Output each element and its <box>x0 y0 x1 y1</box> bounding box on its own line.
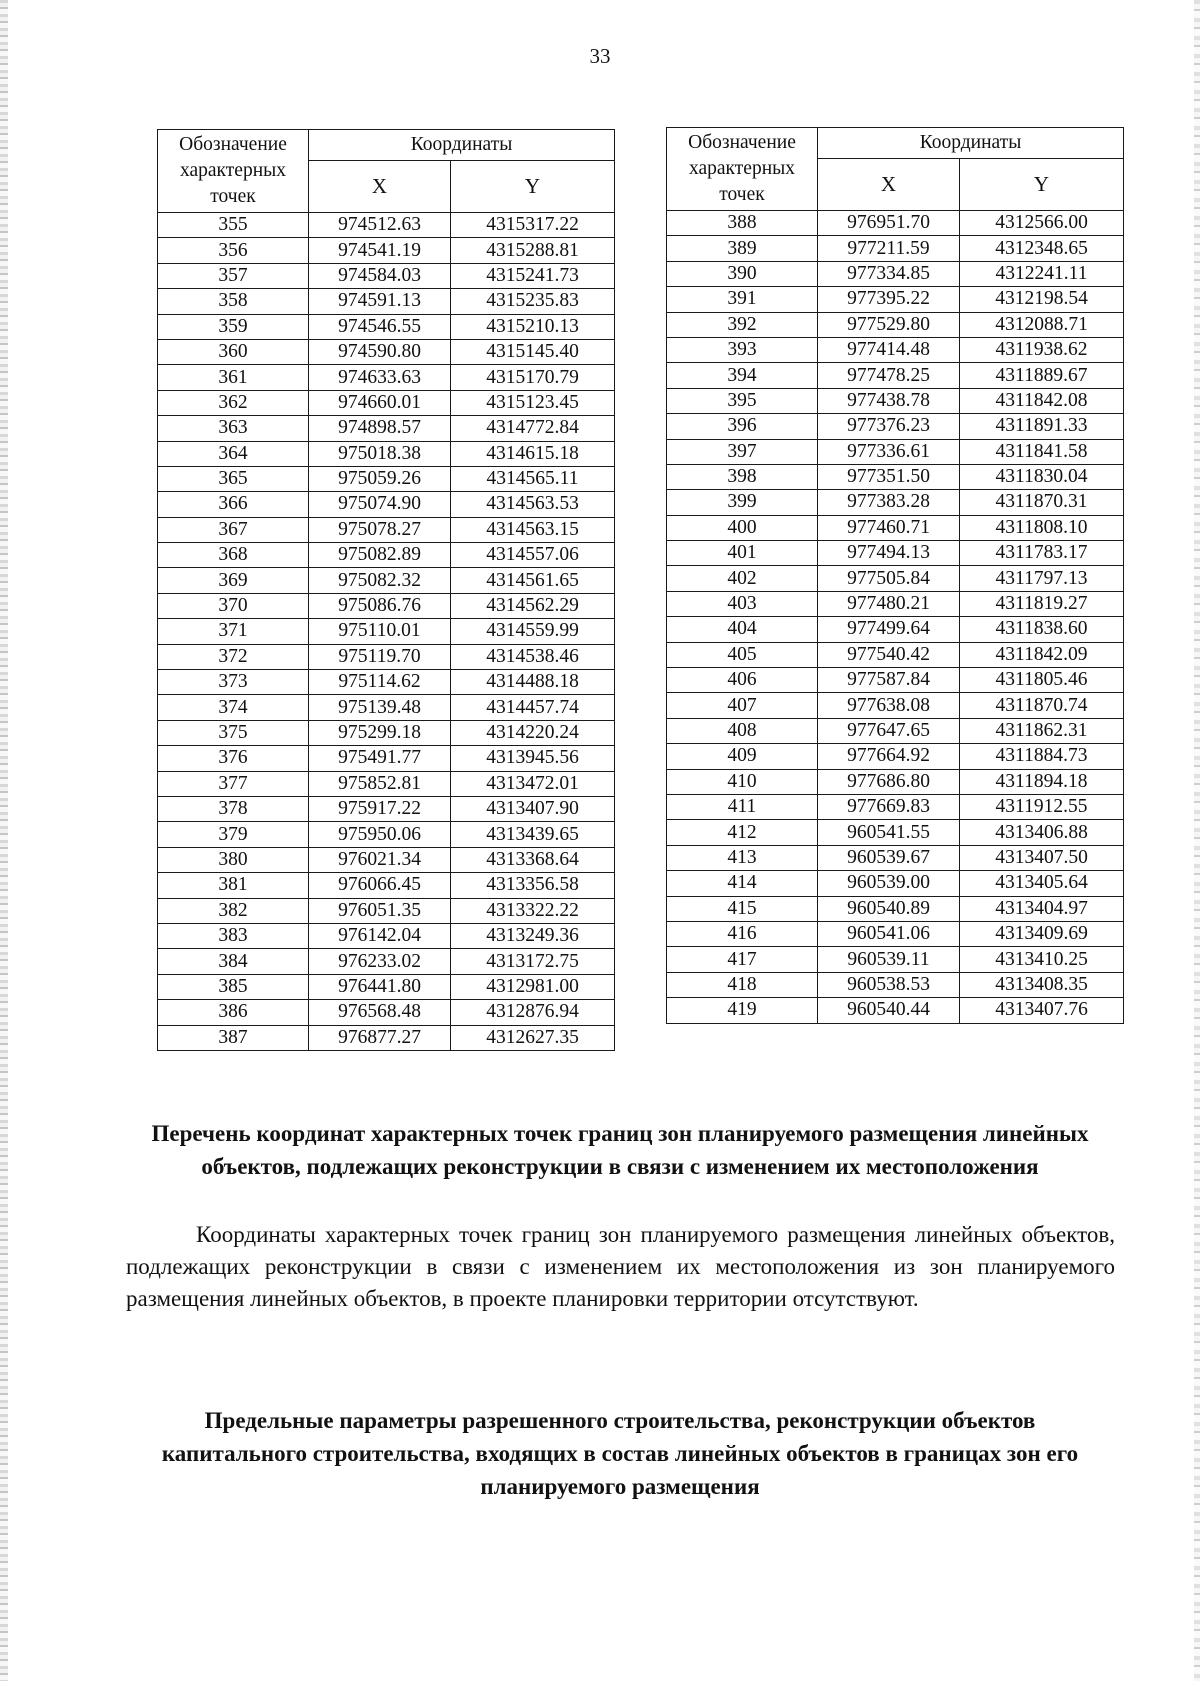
table-row <box>158 1025 615 1050</box>
point-number-cell: 373 <box>158 670 309 695</box>
y-coordinate-cell: 4315288.81 <box>451 238 615 263</box>
y-coordinate-cell: 4311870.74 <box>960 693 1124 718</box>
point-number-cell: 383 <box>158 923 309 948</box>
header-x: X <box>818 159 960 211</box>
y-coordinate-cell: 4314565.11 <box>451 466 615 491</box>
table-row <box>158 492 615 517</box>
table-row <box>667 236 1124 261</box>
table-row <box>158 923 615 948</box>
table-row <box>667 287 1124 312</box>
point-number-cell: 418 <box>667 972 818 997</box>
point-number-cell: 393 <box>667 337 818 362</box>
x-coordinate-cell: 977383.28 <box>818 490 960 515</box>
table-row <box>667 921 1124 946</box>
page-number: 33 <box>589 44 611 68</box>
y-coordinate-cell: 4313407.50 <box>960 845 1124 870</box>
table-row <box>158 339 615 364</box>
table-row <box>158 949 615 974</box>
table-right-body <box>667 211 1124 1024</box>
table-row <box>667 617 1124 642</box>
table-row <box>158 796 615 821</box>
y-coordinate-cell: 4311819.27 <box>960 591 1124 616</box>
y-coordinate-cell: 4311783.17 <box>960 541 1124 566</box>
point-number-cell: 374 <box>158 695 309 720</box>
y-coordinate-cell: 4311884.73 <box>960 744 1124 769</box>
x-coordinate-cell: 976233.02 <box>309 949 451 974</box>
point-number-cell: 389 <box>667 236 818 261</box>
table-row <box>158 1000 615 1025</box>
table-row <box>158 619 615 644</box>
x-coordinate-cell: 975082.89 <box>309 543 451 568</box>
point-number-cell: 405 <box>667 642 818 667</box>
point-number-cell: 382 <box>158 898 309 923</box>
table-row <box>158 543 615 568</box>
header-designation: Обозначение характерных точек <box>158 130 309 213</box>
table-row <box>158 441 615 466</box>
x-coordinate-cell: 960538.53 <box>818 972 960 997</box>
x-coordinate-cell: 977414.48 <box>818 337 960 362</box>
table-row <box>158 771 615 796</box>
point-number-cell: 381 <box>158 873 309 898</box>
y-coordinate-cell: 4311894.18 <box>960 769 1124 794</box>
table-row <box>158 568 615 593</box>
x-coordinate-cell: 977478.25 <box>818 363 960 388</box>
table-row <box>158 238 615 263</box>
y-coordinate-cell: 4311889.67 <box>960 363 1124 388</box>
scan-edge-left <box>0 0 8 1681</box>
y-coordinate-cell: 4312876.94 <box>451 1000 615 1025</box>
point-number-cell: 384 <box>158 949 309 974</box>
table-row <box>667 541 1124 566</box>
point-number-cell: 379 <box>158 822 309 847</box>
point-number-cell: 399 <box>667 490 818 515</box>
x-coordinate-cell: 974584.03 <box>309 263 451 288</box>
y-coordinate-cell: 4313322.22 <box>451 898 615 923</box>
point-number-cell: 362 <box>158 390 309 415</box>
y-coordinate-cell: 4312241.11 <box>960 261 1124 286</box>
y-coordinate-cell: 4314457.74 <box>451 695 615 720</box>
table-row <box>158 517 615 542</box>
table-row <box>158 213 615 238</box>
y-coordinate-cell: 4313408.35 <box>960 972 1124 997</box>
y-coordinate-cell: 4314538.46 <box>451 644 615 669</box>
point-number-cell: 419 <box>667 998 818 1023</box>
x-coordinate-cell: 975086.76 <box>309 593 451 618</box>
point-number-cell: 386 <box>158 1000 309 1025</box>
point-number-cell: 357 <box>158 263 309 288</box>
y-coordinate-cell: 4315210.13 <box>451 314 615 339</box>
point-number-cell: 391 <box>667 287 818 312</box>
y-coordinate-cell: 4315235.83 <box>451 289 615 314</box>
y-coordinate-cell: 4315145.40 <box>451 339 615 364</box>
table-row <box>667 820 1124 845</box>
table-row <box>667 744 1124 769</box>
table-row <box>667 312 1124 337</box>
x-coordinate-cell: 976066.45 <box>309 873 451 898</box>
point-number-cell: 368 <box>158 543 309 568</box>
table-row <box>158 644 615 669</box>
point-number-cell: 410 <box>667 769 818 794</box>
y-coordinate-cell: 4311862.31 <box>960 718 1124 743</box>
x-coordinate-cell: 977395.22 <box>818 287 960 312</box>
header-coordinates: Координаты <box>309 130 615 161</box>
x-coordinate-cell: 960539.67 <box>818 845 960 870</box>
x-coordinate-cell: 975018.38 <box>309 441 451 466</box>
x-coordinate-cell: 975491.77 <box>309 746 451 771</box>
y-coordinate-cell: 4311805.46 <box>960 668 1124 693</box>
table-row <box>667 896 1124 921</box>
table-row <box>158 974 615 999</box>
y-coordinate-cell: 4313405.64 <box>960 871 1124 896</box>
x-coordinate-cell: 975059.26 <box>309 466 451 491</box>
y-coordinate-cell: 4313249.36 <box>451 923 615 948</box>
point-number-cell: 358 <box>158 289 309 314</box>
x-coordinate-cell: 976877.27 <box>309 1025 451 1050</box>
x-coordinate-cell: 974590.80 <box>309 339 451 364</box>
point-number-cell: 404 <box>667 617 818 642</box>
y-coordinate-cell: 4315317.22 <box>451 213 615 238</box>
x-coordinate-cell: 977211.59 <box>818 236 960 261</box>
x-coordinate-cell: 960539.00 <box>818 871 960 896</box>
table-row <box>667 845 1124 870</box>
x-coordinate-cell: 976568.48 <box>309 1000 451 1025</box>
point-number-cell: 356 <box>158 238 309 263</box>
table-row <box>158 720 615 745</box>
point-number-cell: 359 <box>158 314 309 339</box>
x-coordinate-cell: 977664.92 <box>818 744 960 769</box>
y-coordinate-cell: 4311912.55 <box>960 794 1124 819</box>
x-coordinate-cell: 977529.80 <box>818 312 960 337</box>
table-row <box>667 642 1124 667</box>
y-coordinate-cell: 4314563.15 <box>451 517 615 542</box>
table-row <box>158 746 615 771</box>
y-coordinate-cell: 4315170.79 <box>451 365 615 390</box>
y-coordinate-cell: 4311842.09 <box>960 642 1124 667</box>
x-coordinate-cell: 975917.22 <box>309 796 451 821</box>
y-coordinate-cell: 4313406.88 <box>960 820 1124 845</box>
y-coordinate-cell: 4313945.56 <box>451 746 615 771</box>
point-number-cell: 355 <box>158 213 309 238</box>
point-number-cell: 402 <box>667 566 818 591</box>
point-number-cell: 378 <box>158 796 309 821</box>
y-coordinate-cell: 4312348.65 <box>960 236 1124 261</box>
table-row <box>667 718 1124 743</box>
point-number-cell: 365 <box>158 466 309 491</box>
x-coordinate-cell: 977351.50 <box>818 464 960 489</box>
point-number-cell: 401 <box>667 541 818 566</box>
x-coordinate-cell: 977460.71 <box>818 515 960 540</box>
table-row <box>158 847 615 872</box>
point-number-cell: 403 <box>667 591 818 616</box>
table-row <box>667 566 1124 591</box>
y-coordinate-cell: 4313407.76 <box>960 998 1124 1023</box>
y-coordinate-cell: 4313368.64 <box>451 847 615 872</box>
point-number-cell: 412 <box>667 820 818 845</box>
header-coordinates: Координаты <box>818 128 1124 159</box>
x-coordinate-cell: 975852.81 <box>309 771 451 796</box>
y-coordinate-cell: 4313439.65 <box>451 822 615 847</box>
table-row <box>667 439 1124 464</box>
x-coordinate-cell: 960541.55 <box>818 820 960 845</box>
x-coordinate-cell: 976441.80 <box>309 974 451 999</box>
y-coordinate-cell: 4313410.25 <box>960 947 1124 972</box>
y-coordinate-cell: 4311838.60 <box>960 617 1124 642</box>
x-coordinate-cell: 975110.01 <box>309 619 451 644</box>
point-number-cell: 367 <box>158 517 309 542</box>
point-number-cell: 380 <box>158 847 309 872</box>
body-paragraph: Координаты характерных точек границ зон планируемого размещения линейных объектов, подлежащих реконструкции в связи с изменением их местоположения из зон планируемого размещения линейных объектов, в проекте планировки территории отсутствуют. <box>126 1222 1115 1311</box>
y-coordinate-cell: 4312566.00 <box>960 211 1124 236</box>
x-coordinate-cell: 974633.63 <box>309 365 451 390</box>
y-coordinate-cell: 4313409.69 <box>960 921 1124 946</box>
table-left-body <box>158 213 615 1051</box>
point-number-cell: 417 <box>667 947 818 972</box>
section-heading-limit-parameters: Предельные параметры разрешенного строительства, реконструкции объектов капитального строительства, входящих в состав линейных объектов в границах зон его планируемого размещения <box>161 1408 1079 1499</box>
y-coordinate-cell: 4311808.10 <box>960 515 1124 540</box>
y-coordinate-cell: 4313172.75 <box>451 949 615 974</box>
scan-edge-right <box>1194 0 1200 1681</box>
x-coordinate-cell: 976951.70 <box>818 211 960 236</box>
x-coordinate-cell: 960540.44 <box>818 998 960 1023</box>
point-number-cell: 397 <box>667 439 818 464</box>
point-number-cell: 369 <box>158 568 309 593</box>
table-row <box>667 794 1124 819</box>
x-coordinate-cell: 975299.18 <box>309 720 451 745</box>
y-coordinate-cell: 4312627.35 <box>451 1025 615 1050</box>
x-coordinate-cell: 977494.13 <box>818 541 960 566</box>
x-coordinate-cell: 960541.06 <box>818 921 960 946</box>
y-coordinate-cell: 4314563.53 <box>451 492 615 517</box>
table-row <box>158 314 615 339</box>
x-coordinate-cell: 977540.42 <box>818 642 960 667</box>
table-row <box>667 871 1124 896</box>
point-number-cell: 376 <box>158 746 309 771</box>
y-coordinate-cell: 4314220.24 <box>451 720 615 745</box>
x-coordinate-cell: 977438.78 <box>818 388 960 413</box>
table-row <box>158 416 615 441</box>
point-number-cell: 400 <box>667 515 818 540</box>
y-coordinate-cell: 4313407.90 <box>451 796 615 821</box>
table-row <box>667 337 1124 362</box>
table-row <box>667 490 1124 515</box>
y-coordinate-cell: 4314561.65 <box>451 568 615 593</box>
point-number-cell: 377 <box>158 771 309 796</box>
point-number-cell: 371 <box>158 619 309 644</box>
point-number-cell: 394 <box>667 363 818 388</box>
table-row <box>667 668 1124 693</box>
y-coordinate-cell: 4314559.99 <box>451 619 615 644</box>
coordinates-table-right <box>666 127 1124 1024</box>
x-coordinate-cell: 960539.11 <box>818 947 960 972</box>
coordinates-table-left <box>157 129 615 1051</box>
table-row <box>667 972 1124 997</box>
point-number-cell: 398 <box>667 464 818 489</box>
y-coordinate-cell: 4312198.54 <box>960 287 1124 312</box>
x-coordinate-cell: 975082.32 <box>309 568 451 593</box>
table-row <box>158 466 615 491</box>
y-coordinate-cell: 4311841.58 <box>960 439 1124 464</box>
y-coordinate-cell: 4314562.29 <box>451 593 615 618</box>
x-coordinate-cell: 974541.19 <box>309 238 451 263</box>
table-row <box>667 998 1124 1023</box>
point-number-cell: 408 <box>667 718 818 743</box>
point-number-cell: 416 <box>667 921 818 946</box>
header-designation: Обозначение характерных точек <box>667 128 818 211</box>
table-row <box>158 365 615 390</box>
point-number-cell: 414 <box>667 871 818 896</box>
x-coordinate-cell: 977669.83 <box>818 794 960 819</box>
x-coordinate-cell: 977686.80 <box>818 769 960 794</box>
table-row <box>158 695 615 720</box>
table-row <box>158 670 615 695</box>
header-x: X <box>309 161 451 213</box>
point-number-cell: 390 <box>667 261 818 286</box>
table-row <box>667 211 1124 236</box>
point-number-cell: 360 <box>158 339 309 364</box>
point-number-cell: 392 <box>667 312 818 337</box>
x-coordinate-cell: 974546.55 <box>309 314 451 339</box>
header-y: Y <box>960 159 1124 211</box>
x-coordinate-cell: 977638.08 <box>818 693 960 718</box>
y-coordinate-cell: 4312981.00 <box>451 974 615 999</box>
point-number-cell: 407 <box>667 693 818 718</box>
y-coordinate-cell: 4314557.06 <box>451 543 615 568</box>
point-number-cell: 364 <box>158 441 309 466</box>
x-coordinate-cell: 977334.85 <box>818 261 960 286</box>
table-row <box>667 464 1124 489</box>
table-row <box>667 769 1124 794</box>
table-row <box>158 898 615 923</box>
table-row <box>667 515 1124 540</box>
table-row <box>158 822 615 847</box>
x-coordinate-cell: 974512.63 <box>309 213 451 238</box>
point-number-cell: 370 <box>158 593 309 618</box>
table-row <box>158 289 615 314</box>
x-coordinate-cell: 960540.89 <box>818 896 960 921</box>
header-y: Y <box>451 161 615 213</box>
y-coordinate-cell: 4315123.45 <box>451 390 615 415</box>
x-coordinate-cell: 975139.48 <box>309 695 451 720</box>
y-coordinate-cell: 4314488.18 <box>451 670 615 695</box>
y-coordinate-cell: 4311938.62 <box>960 337 1124 362</box>
y-coordinate-cell: 4312088.71 <box>960 312 1124 337</box>
point-number-cell: 395 <box>667 388 818 413</box>
x-coordinate-cell: 977336.61 <box>818 439 960 464</box>
point-number-cell: 387 <box>158 1025 309 1050</box>
section-heading-coordinates-list: Перечень координат характерных точек границ зон планируемого размещения линейных объектов, подлежащих реконструкции в связи с изменением их местоположения <box>151 1121 1089 1179</box>
x-coordinate-cell: 974591.13 <box>309 289 451 314</box>
point-number-cell: 366 <box>158 492 309 517</box>
table-row <box>667 388 1124 413</box>
x-coordinate-cell: 974660.01 <box>309 390 451 415</box>
table-row <box>158 593 615 618</box>
point-number-cell: 409 <box>667 744 818 769</box>
y-coordinate-cell: 4314772.84 <box>451 416 615 441</box>
x-coordinate-cell: 977587.84 <box>818 668 960 693</box>
x-coordinate-cell: 975078.27 <box>309 517 451 542</box>
y-coordinate-cell: 4311830.04 <box>960 464 1124 489</box>
point-number-cell: 413 <box>667 845 818 870</box>
x-coordinate-cell: 977499.64 <box>818 617 960 642</box>
y-coordinate-cell: 4311870.31 <box>960 490 1124 515</box>
y-coordinate-cell: 4313472.01 <box>451 771 615 796</box>
x-coordinate-cell: 975119.70 <box>309 644 451 669</box>
x-coordinate-cell: 977376.23 <box>818 414 960 439</box>
x-coordinate-cell: 977647.65 <box>818 718 960 743</box>
table-row <box>667 261 1124 286</box>
point-number-cell: 363 <box>158 416 309 441</box>
table-row <box>667 414 1124 439</box>
point-number-cell: 411 <box>667 794 818 819</box>
table-row <box>158 873 615 898</box>
y-coordinate-cell: 4311842.08 <box>960 388 1124 413</box>
x-coordinate-cell: 974898.57 <box>309 416 451 441</box>
x-coordinate-cell: 977505.84 <box>818 566 960 591</box>
x-coordinate-cell: 975074.90 <box>309 492 451 517</box>
table-row <box>667 363 1124 388</box>
table-row <box>667 693 1124 718</box>
y-coordinate-cell: 4313356.58 <box>451 873 615 898</box>
point-number-cell: 361 <box>158 365 309 390</box>
point-number-cell: 396 <box>667 414 818 439</box>
point-number-cell: 375 <box>158 720 309 745</box>
point-number-cell: 406 <box>667 668 818 693</box>
y-coordinate-cell: 4311797.13 <box>960 566 1124 591</box>
y-coordinate-cell: 4315241.73 <box>451 263 615 288</box>
x-coordinate-cell: 976021.34 <box>309 847 451 872</box>
x-coordinate-cell: 976051.35 <box>309 898 451 923</box>
point-number-cell: 372 <box>158 644 309 669</box>
y-coordinate-cell: 4313404.97 <box>960 896 1124 921</box>
point-number-cell: 388 <box>667 211 818 236</box>
table-row <box>158 263 615 288</box>
x-coordinate-cell: 975114.62 <box>309 670 451 695</box>
y-coordinate-cell: 4311891.33 <box>960 414 1124 439</box>
x-coordinate-cell: 977480.21 <box>818 591 960 616</box>
y-coordinate-cell: 4314615.18 <box>451 441 615 466</box>
table-row <box>158 390 615 415</box>
point-number-cell: 415 <box>667 896 818 921</box>
table-row <box>667 591 1124 616</box>
x-coordinate-cell: 975950.06 <box>309 822 451 847</box>
x-coordinate-cell: 976142.04 <box>309 923 451 948</box>
table-row <box>667 947 1124 972</box>
point-number-cell: 385 <box>158 974 309 999</box>
